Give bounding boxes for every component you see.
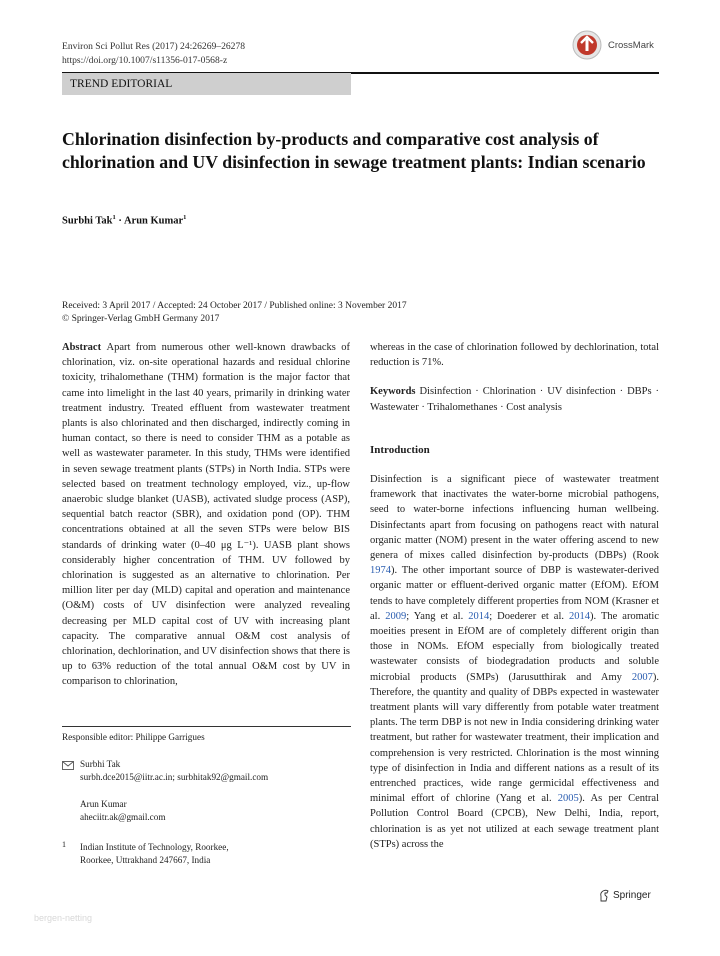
crossmark-badge[interactable] [572, 30, 654, 60]
copyright-line: © Springer-Verlag GmbH Germany 2017 [62, 314, 220, 324]
corresponding-author [80, 758, 268, 784]
author-email[interactable]: aheciitr.ak@gmail.com [80, 812, 166, 822]
keywords-label: Keywords [370, 386, 416, 398]
intro-text: ). As per Central Pollution Control Board (CPCB), New Delhi, India, report, chlorination is as yet not utilized at each sewage treatment plant (STPs) across the [370, 793, 659, 850]
intro-text: ). The other important source of DBP is wastewater-derived organic matter or effluent-derived organic matter (EfOM). EfOM tends to have completely different properties from NOM (Krasner et al. [370, 565, 659, 622]
citation-link[interactable]: 2005 [557, 793, 579, 805]
coauthor-contact [80, 798, 166, 824]
affiliation-marker: 1 [183, 214, 187, 221]
intro-text: Disinfection is a significant piece of wastewater treatment framework that inactivates the water-borne microbial pathogens, seed to water-borne infections influencing human wellbeing. Disinfectants apart from focusing on pathogens react with natural organic matter (NOM) present in the water offering ascend to new genera of mixes called disinfection by-products (DBPs) (Rook [370, 474, 659, 562]
journal-citation: Environ Sci Pollut Res (2017) 24:26269–26278 [62, 41, 246, 52]
author-name[interactable]: Arun Kumar [123, 215, 184, 227]
citation-link[interactable]: 2007 [631, 671, 653, 683]
crossmark-icon [572, 30, 602, 60]
author-list [62, 214, 186, 227]
keywords [370, 384, 659, 414]
abstract-text: Apart from numerous other well-known drawbacks of chlorination, viz. on-site operational hazards and residual chlorine toxicity, trihalomethane (THM) formation is the major factor that came into limelight in the last 40 years, primarily in drinking water treatment industry. Treated effluent from wastewater treatment plants is also chlorinated and then discharged, indirectly coming in human contact, so there is need to consider THM as a potable as well as wastewater parameter. In this study, THMs were identified in seven sewage treatment plants (STPs) in North India. STPs were selected based on treatment technology employed, viz., up-flow anaerobic sludge blanket (UASB), activated sludge process (ASP), sequential batch reactor (SBR), and oxidation pond (OP). THM concentrations obtained at all the seven STPs were below BIS standards of drinking water (0–40 μg L⁻¹). UASB plant shows considerably higher concentration of THM. UV followed by chlorination is suggested as an alternative to chlorination. Per million liter per day (MLD) capital and operation and maintenance (O&M) costs of UV disinfection were analyzed revealing decreasing per MLD capital cost of UV with increasing plant capacity. The comparative annual O&M cost analysis of chlorination, dechlorination, and UV disinfection shows that there is up to 63% reduction of the total annual O&M cost by UV in comparison to chlorination, [62, 342, 350, 688]
section-heading-introduction: Introduction [370, 443, 430, 456]
envelope-icon [62, 761, 74, 770]
publisher-name: Springer [613, 890, 651, 901]
abstract-label: Abstract [62, 342, 102, 353]
article-type-label: TREND EDITORIAL [62, 73, 351, 95]
citation-link[interactable]: 2014 [569, 610, 591, 622]
affiliation-line: Roorkee, Uttrakhand 247667, India [80, 855, 211, 865]
citation-link[interactable]: 1974 [370, 565, 391, 577]
right-column [370, 340, 659, 852]
footnote-rule [62, 726, 351, 727]
history-line: Received: 3 April 2017 / Accepted: 24 October 2017 / Published online: 3 November 2017 [62, 301, 407, 311]
affiliation-marker: 1 [112, 214, 116, 221]
watermark: bergen-netting [34, 913, 93, 923]
keywords-text: Disinfection · Chlorination · UV disinfection · DBPs · Wastewater · Trihalomethanes · Cost analysis [370, 386, 660, 413]
springer-logo [598, 889, 651, 902]
intro-text: ; Doederer et al. [489, 610, 570, 622]
author-name[interactable]: Surbhi Tak [62, 215, 113, 227]
author-name: Surbhi Tak [80, 759, 121, 769]
journal-header [62, 40, 245, 67]
author-name: Arun Kumar [80, 799, 127, 809]
citation-link[interactable]: 2009 [385, 610, 407, 622]
intro-text: ). Therefore, the quantity and quality of DBPs expected in wastewater treatment plants will vary differently from potable water treatment plants. The term DBP is not new in India considering drinking water treatment, but rather for wastewater treatment, their implication and comprehension is very restricted. Chlorination is the most winning type of disinfection in India and different nations as a result of its entrenched practices, wide range germicidal effectiveness and minimal effort of chlorine (Yang et al. [370, 671, 659, 805]
abstract [62, 340, 350, 690]
crossmark-label: CrossMark [608, 39, 654, 51]
affiliation [80, 841, 229, 867]
springer-horse-icon [598, 889, 610, 902]
intro-text: ). The aromatic moeities present in EfOM are of completely different origin than those in NOMs. EfOM especially from biologically treated wastewater consists of biodegradation products and soluble microbial products (SMPs) (Jarusutthirak and Amy [370, 610, 660, 683]
citation-link[interactable]: 2014 [468, 610, 490, 622]
author-email[interactable]: surbh.dce2015@iitr.ac.in; surbhitak92@gmail.com [80, 772, 269, 782]
responsible-editor: Responsible editor: Philippe Garrigues [62, 732, 205, 742]
author-separator: · [115, 215, 124, 227]
publication-dates [62, 300, 407, 326]
intro-text: ; Yang et al. [406, 610, 469, 622]
introduction-paragraph [370, 472, 659, 852]
affiliation-line: Indian Institute of Technology, Roorkee, [80, 842, 229, 852]
article-title: Chlorination disinfection by-products and comparative cost analysis of chlorination and UV disinfection in sewage treatment plants: Indian scenario [62, 129, 646, 172]
affiliation-number: 1 [62, 840, 66, 849]
abstract-continued: whereas in the case of chlorination followed by dechlorination, total reduction is 71%. [370, 342, 659, 369]
doi-link[interactable]: https://doi.org/10.1007/s11356-017-0568-z [62, 54, 228, 66]
